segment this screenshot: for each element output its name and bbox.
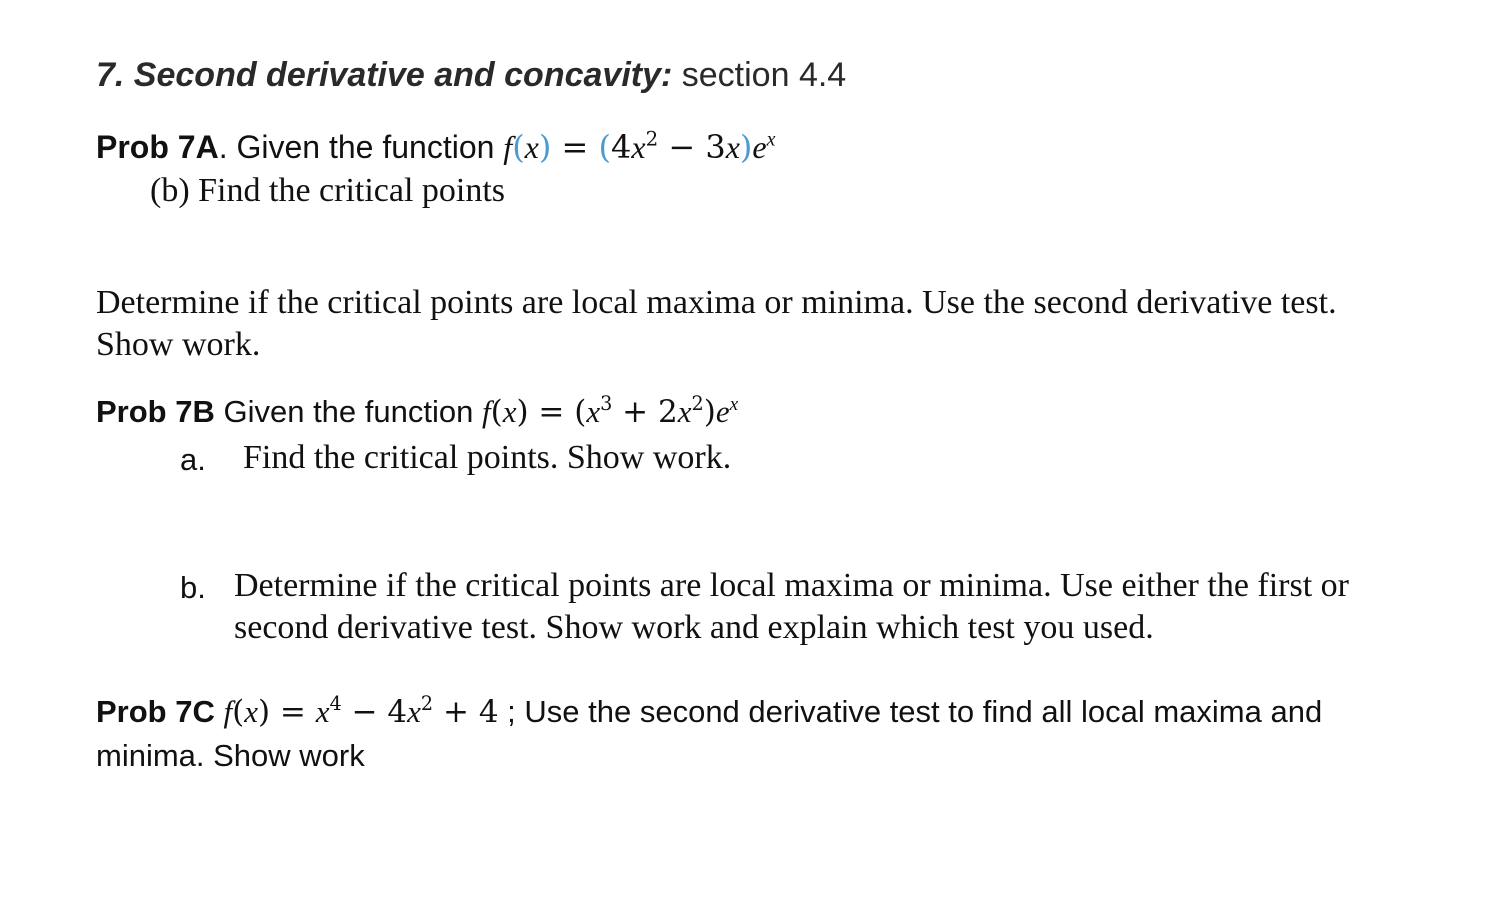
prob-7c-line1-rest: ; Use the second derivative test to find all local maxima and bbox=[498, 694, 1323, 729]
section-heading-rest: section 4.4 bbox=[672, 56, 847, 94]
prob-7b-part-a-text: Find the critical points. Show work. bbox=[243, 439, 732, 476]
prob-7b-function: $f(x) = (x^3 + 2x^2)e^x$ bbox=[481, 392, 739, 430]
prob-7a-label: Prob 7A bbox=[96, 129, 219, 165]
prob-7a-dot: . bbox=[218, 129, 228, 165]
prob-7c-line2: minima. Show work bbox=[96, 738, 365, 773]
prob-7a-function: $f(x) = (4x^2 - 3x)e^x$ bbox=[503, 127, 776, 166]
prob-7b-part-b-line2: second derivative test. Show work and explain which test you used. bbox=[234, 609, 1154, 646]
prob-7b-label: Prob 7B bbox=[96, 394, 215, 429]
prob-7a-followup-line1: Determine if the critical points are local maxima or minima. Use the second derivative test. bbox=[96, 284, 1337, 321]
prob-7b-part-b-line1: Determine if the critical points are local maxima or minima. Use either the first or bbox=[234, 567, 1349, 604]
prob-7c-label: Prob 7C bbox=[96, 694, 215, 729]
prob-7c-function: $f(x) = x^4 - 4x^2 + 4$ bbox=[223, 692, 499, 730]
section-heading-bold: 7. Second derivative and concavity: bbox=[96, 56, 673, 94]
prob-7b-intro: Given the function bbox=[214, 394, 482, 429]
prob-7b-part-b-marker: b. bbox=[180, 570, 206, 605]
prob-7c-statement bbox=[96, 694, 1322, 730]
prob-7a-part-b: (b) Find the critical points bbox=[150, 172, 506, 209]
prob-7a-followup-line2: Show work. bbox=[96, 326, 261, 363]
prob-7a-statement bbox=[96, 128, 775, 166]
prob-7a-intro: Given the function bbox=[227, 129, 504, 165]
prob-7b-part-a-marker: a. bbox=[180, 442, 206, 477]
prob-7b-statement bbox=[96, 394, 738, 430]
section-heading bbox=[96, 56, 846, 95]
